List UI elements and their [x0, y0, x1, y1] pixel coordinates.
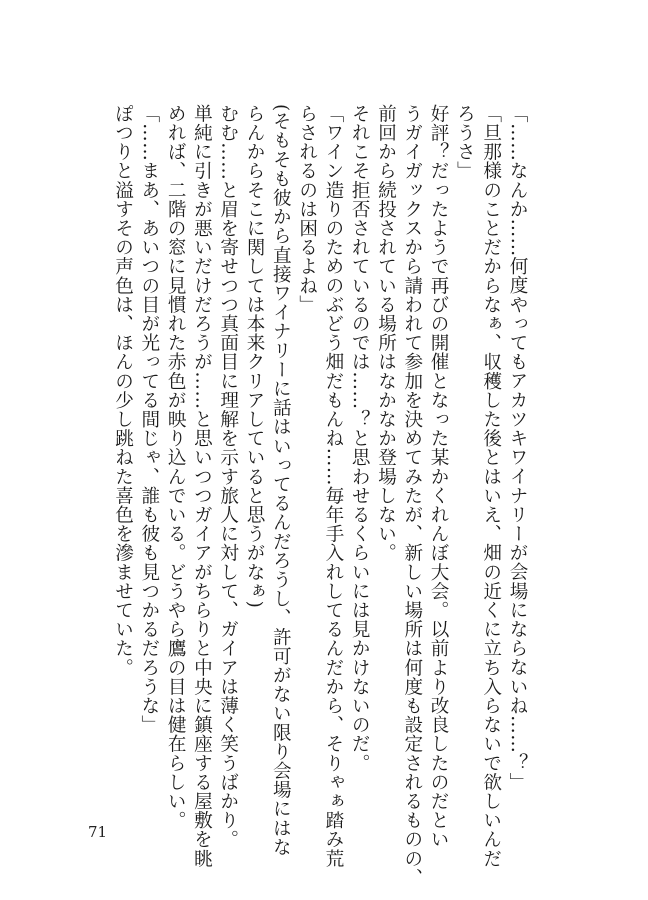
text-line: 「ワイン造りのためのぶどう畑だもんね……毎年手入れしてるんだから、そりゃぁ踏み荒: [322, 104, 344, 868]
text-line: それこそ拒否されているのでは……？と思わせるくらいには見かけないのだ。: [349, 104, 371, 773]
text-line: ぽつりと溢すその声色は、ほんの少し跳ねた喜色を滲ませていた。: [112, 104, 134, 677]
text-line: (そもそも彼から直接ワイナリーに話はいってるんだろうし、許可がない限り会場にはな: [270, 104, 292, 857]
text-line: ろうさ」: [454, 104, 476, 181]
text-line: うガイガックスから請われて参加を決めてみたが、新しい場所は何度も設定されるものの、: [401, 104, 423, 888]
text-line: 「……なんか……何度やってもアカツキワイナリーが会場にならないね……？」: [507, 104, 528, 792]
text-line: 「旦那様のことだからなぁ、収穫した後とはいえ、畑の近くに立ち入らないで欲しいんだ: [480, 104, 502, 868]
text-line: らんからそこに関しては本来クリアしていると思うがなぁ): [244, 104, 266, 609]
text-line: 好評？だったようで再びの開催となった某かくれんぼ大会。以前より改良したのだとい: [428, 104, 450, 849]
text-line: らされるのは困るよね」: [296, 104, 318, 315]
page-number: 71: [88, 823, 108, 841]
text-line: 「……まあ、あいつの目が光ってる間じゃ、誰も彼も見つかるだろうな」: [138, 104, 160, 735]
text-line: 前回から続投されている場所はなかなか登場しない。: [375, 104, 397, 563]
vertical-text-body: [109, 104, 530, 888]
text-line: めれば、二階の窓に見慣れた赤色が映り込んでいる。どうやら鷹の目は健在らしい。: [165, 104, 187, 830]
text-line: 単純に引きが悪いだけだろうが……と思いつつガイアがちらりと中央に鎮座する屋敷を眺: [191, 104, 213, 868]
text-line: むむ……と眉を寄せつつ真面目に理解を示す旅人に対して、ガイアは薄く笑うばかり。: [217, 104, 239, 849]
